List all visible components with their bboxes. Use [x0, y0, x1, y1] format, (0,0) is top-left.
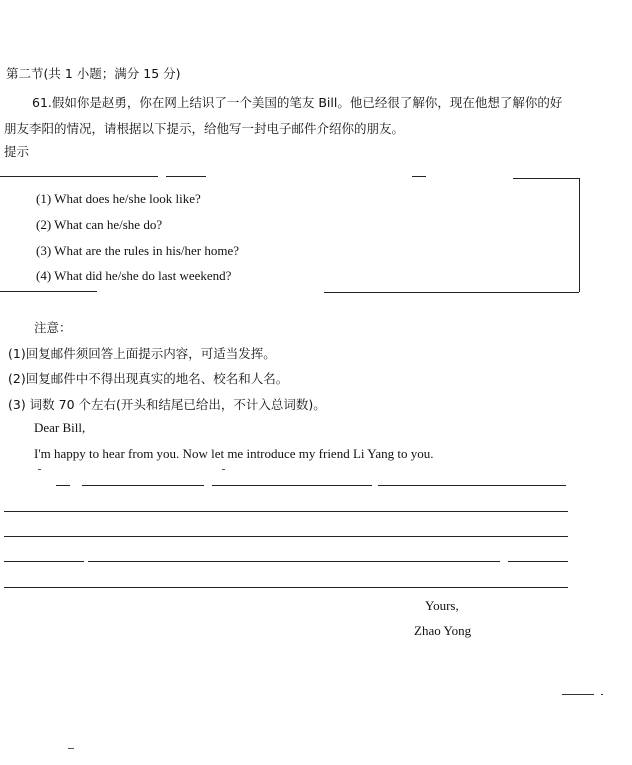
writing-line [378, 485, 566, 486]
hint-box-top-border-mid [166, 176, 206, 177]
hint-box-top-mark [412, 176, 426, 177]
writing-line [88, 561, 500, 562]
scan-mark [562, 694, 594, 695]
scan-mark [601, 694, 603, 695]
writing-line [4, 536, 568, 537]
scan-mark [68, 748, 74, 749]
letter-opening-line: I'm happy to hear from you. Now let me introduce my friend Li Yang to you. [34, 446, 434, 461]
writing-line [508, 561, 568, 562]
letter-signature: Zhao Yong [414, 623, 472, 638]
hint-box-bottom-border-right [324, 292, 579, 293]
stray-mark [222, 469, 225, 470]
hint-label: 提示 [4, 144, 30, 159]
writing-line [212, 485, 372, 486]
hint-box-bottom-border-left [0, 291, 97, 292]
writing-line [4, 511, 568, 512]
hint-item: (2) What can he/she do? [36, 217, 163, 232]
question-line-2: 朋友李阳的情况，请根据以下提示，给他写一封电子邮件介绍你的朋友。 [4, 121, 405, 136]
notice-item: (3) 词数 70 个左右(开头和结尾已给出，不计入总词数)。 [8, 397, 326, 412]
notice-item: (1)回复邮件须回答上面提示内容，可适当发挥。 [8, 346, 276, 361]
writing-line [56, 485, 70, 486]
notice-item: (2)回复邮件中不得出现真实的地名、校名和人名。 [8, 371, 289, 386]
stray-mark [38, 469, 41, 470]
writing-line [4, 561, 84, 562]
hint-item: (1) What does he/she look like? [36, 191, 201, 206]
writing-line [82, 485, 204, 486]
hint-box-right-border [579, 178, 580, 292]
notice-label: 注意： [34, 320, 72, 335]
section-heading: 第二节(共 1 小题；满分 15 分) [6, 66, 181, 81]
letter-greeting: Dear Bill, [34, 420, 86, 435]
writing-line [4, 587, 568, 588]
letter-closing: Yours, [425, 598, 459, 613]
hint-item: (3) What are the rules in his/her home? [36, 243, 239, 258]
question-line-1: 61.假如你是赵勇，你在网上结识了一个美国的笔友 Bill。他已经很了解你，现在他想了解你的好 [32, 95, 563, 110]
hint-item: (4) What did he/she do last weekend? [36, 268, 232, 283]
hint-box-top-border-right [513, 178, 579, 179]
hint-box-top-border-left [0, 176, 158, 177]
